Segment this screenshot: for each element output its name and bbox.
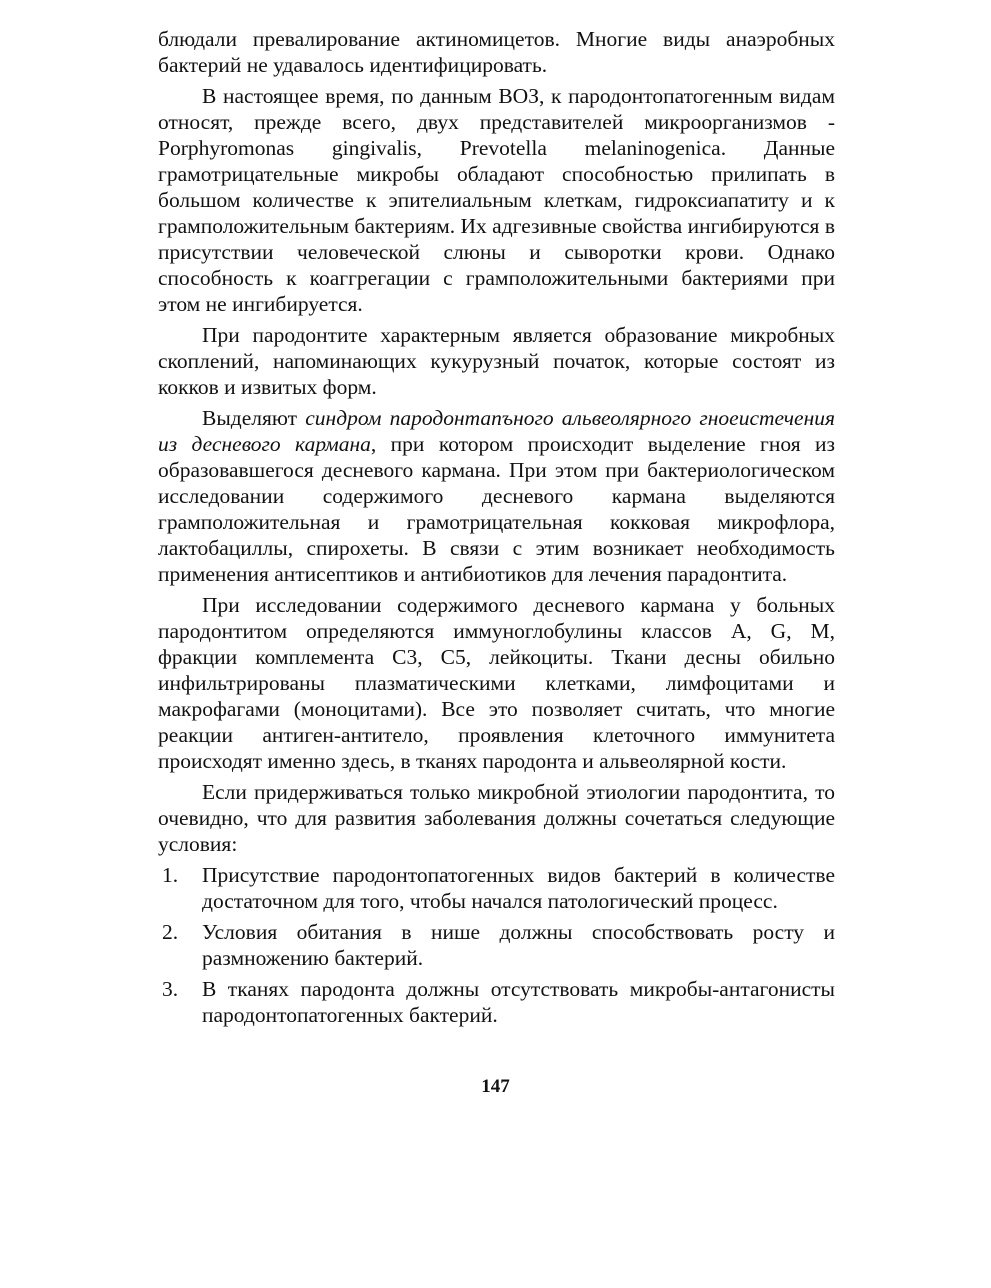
list-item <box>158 919 835 971</box>
paragraph-who-pathogens: В настоящее время, по данным ВОЗ, к пародонтопатогенным видам относят, прежде всего, двух представителей микроорганизмов - Porphyromonas gingivalis, Prevotella melaninogenica. Данные грамотрицательные микробы обладают способностью прилипать в большом количестве к эпителиальным клеткам, гидроксиапатиту и к грамположительным бактериям. Их адгезивные свойства ингибируются в присутствии человеческой слюны и сыворотки крови. Однако способность к коаггрегации с грамположительными бактериями при этом не ингибируется. <box>158 84 835 316</box>
list-item-text: В тканях пародонта должны отсутствовать микробы-антагонисты пародонтопатогенных бактерий. <box>202 977 835 1027</box>
syndrome-term: синдром пародонтапъного альвеолярного гноеистечения из десневого кармана <box>158 406 835 456</box>
syndrome-lead-text: Выделяют <box>202 406 306 430</box>
list-item-number: 1. <box>162 863 179 887</box>
list-item <box>158 862 835 914</box>
list-item-text: Условия обитания в нише должны способствовать росту и размножению бактерий. <box>202 920 835 970</box>
list-item-number: 2. <box>162 920 179 944</box>
paragraph-microbial-clusters: При пародонтите характерным является образование микробных скоплений, напоминающих кукурузный початок, которые состоят из кокков и извитых форм. <box>158 323 835 399</box>
paragraph-conditions-intro: Если придерживаться только микробной этиологии пародонтита, то очевидно, что для развития заболевания должны сочетаться следующие условия: <box>158 780 835 856</box>
page-number: 147 <box>481 1076 510 1097</box>
list-item <box>158 976 835 1028</box>
conditions-list <box>158 862 835 1028</box>
paragraph-continuation: блюдали превалирование актиномицетов. Многие виды анаэробных бактерий не удавалось идентифицировать. <box>158 27 835 77</box>
paragraph-immunity: При исследовании содержимого десневого кармана у больных пародонтитом определяются иммуноглобулины классов A, G, M, фракции комплемента C3, C5, лейкоциты. Ткани десны обильно инфильтрированы плазматическими клетками, лимфоцитами и макрофагами (моноцитами). Все это позволяет считать, что многие реакции антиген-антитело, проявления клеточного иммунитета происходят именно здесь, в тканях пародонта и альвеолярной кости. <box>158 593 835 773</box>
paragraph-syndrome <box>158 405 835 587</box>
page-body <box>158 26 835 1033</box>
syndrome-description: , при котором происходит выделение гноя из образовавшегося десневого кармана. При этом при бактериологическом исследовании содержимого десневого кармана выделяются грамположительная и грамотрицательная кокковая микрофлора, лактобациллы, спирохеты. В связи с этим возникает необходимость применения антисептиков и антибиотиков для лечения парадонтита. <box>158 432 835 586</box>
list-item-text: Присутствие пародонтопатогенных видов бактерий в количестве достаточном для того, чтобы начался патологический процесс. <box>202 863 835 913</box>
list-item-number: 3. <box>162 977 179 1001</box>
